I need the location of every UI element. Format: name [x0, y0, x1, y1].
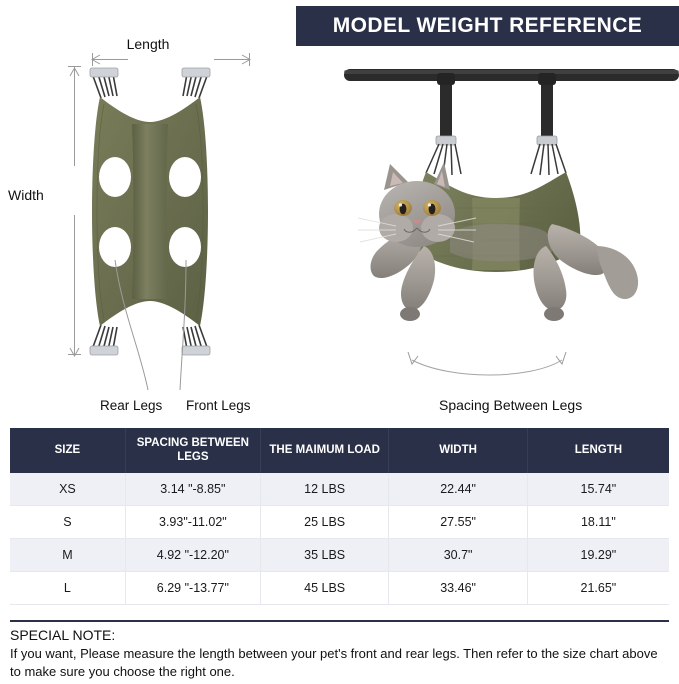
spacing-dimension	[408, 352, 566, 375]
cell-length: 18.11"	[527, 505, 669, 538]
support-bar	[344, 69, 679, 81]
clip-top-right	[182, 68, 210, 77]
width-label: Width	[8, 187, 44, 203]
cat-in-hammock-photo	[300, 48, 679, 424]
cell-spacing: 3.14 "-8.85"	[125, 473, 260, 506]
special-note	[10, 620, 669, 680]
table-row	[10, 505, 669, 538]
column-header-size: SIZE	[10, 428, 125, 473]
rear-legs-label: Rear Legs	[100, 398, 163, 413]
product-diagram-panel	[0, 0, 296, 424]
front-legs-label: Front Legs	[186, 398, 251, 413]
cell-load: 25 LBS	[260, 505, 389, 538]
leg-hole-rear-left	[99, 157, 131, 197]
cell-length: 15.74"	[527, 473, 669, 506]
cell-spacing: 6.29 "-13.77"	[125, 571, 260, 604]
cell-length: 19.29"	[527, 538, 669, 571]
special-note-title: SPECIAL NOTE:	[10, 627, 116, 643]
page-title: MODEL WEIGHT REFERENCE	[332, 14, 643, 37]
cell-width: 27.55"	[389, 505, 527, 538]
leg-callout-lines	[100, 250, 230, 398]
leg-hole-front-left	[169, 157, 201, 197]
table-header-row	[10, 428, 669, 473]
cell-size: XS	[10, 473, 125, 506]
cell-size: L	[10, 571, 125, 604]
cell-width: 30.7"	[389, 538, 527, 571]
hanging-straps	[437, 73, 556, 138]
size-chart-table	[10, 428, 669, 605]
spacing-between-legs-label: Spacing Between Legs	[439, 397, 583, 413]
length-label: Length	[126, 36, 170, 52]
cell-spacing: 3.93"-11.02"	[125, 505, 260, 538]
cell-size: S	[10, 505, 125, 538]
cell-size: M	[10, 538, 125, 571]
column-header-load: THE MAIMUM LOAD	[260, 428, 389, 473]
clip-top-left	[90, 68, 118, 77]
cell-load: 12 LBS	[260, 473, 389, 506]
cell-load: 35 LBS	[260, 538, 389, 571]
cell-load: 45 LBS	[260, 571, 389, 604]
paw-rear	[544, 307, 564, 321]
cell-width: 33.46"	[389, 571, 527, 604]
column-header-length: LENGTH	[527, 428, 669, 473]
cell-width: 22.44"	[389, 473, 527, 506]
table-row	[10, 538, 669, 571]
special-note-text: If you want, Please measure the length between your pet's front and rear legs. Then refer to the size chart above to make sure you choose the right one.	[10, 646, 658, 679]
column-header-width: WIDTH	[389, 428, 527, 473]
table-row	[10, 571, 669, 604]
clip-fan-right	[531, 136, 566, 175]
cell-spacing: 4.92 "-12.20"	[125, 538, 260, 571]
table-row	[10, 473, 669, 506]
column-header-spacing: SPACING BETWEEN LEGS	[125, 428, 260, 473]
product-photo-panel	[300, 48, 679, 424]
paw-front	[400, 307, 420, 321]
cell-length: 21.65"	[527, 571, 669, 604]
length-arrow-right-icon	[240, 53, 254, 66]
